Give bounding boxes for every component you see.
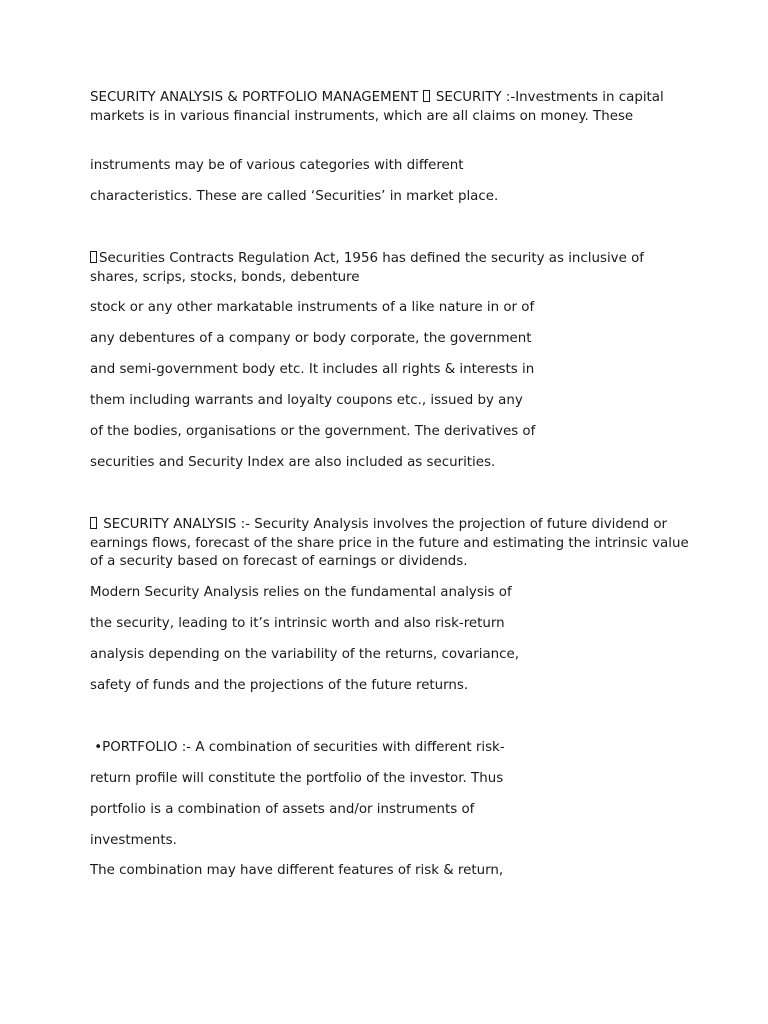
para1-first-line — [90, 89, 690, 126]
para2-line: securities and Security Index are also included as securities. — [90, 455, 496, 470]
para4-line: investments. — [90, 833, 177, 848]
para3-line: Modern Security Analysis relies on the fundamental analysis of — [90, 585, 512, 600]
para2-first-line — [90, 250, 690, 287]
para3-line: analysis depending on the variability of the returns, covariance, — [90, 647, 520, 662]
para1-rest: SECURITY :-Investments in capital markets is in various financial instruments, which are all claims on money. These — [90, 90, 668, 124]
para2-line: and semi-government body etc. It includes all rights & interests in — [90, 362, 535, 377]
para2-line: any debentures of a company or body corporate, the government — [90, 331, 532, 346]
missing-glyph-icon — [423, 90, 430, 102]
missing-glyph-icon — [90, 517, 97, 529]
para3-first: SECURITY ANALYSIS :- Security Analysis involves the projection of future dividend or earnings flows, forecast of the share price in the future and estimating the intrinsic value of a security based on forecast of earnings or dividends. — [90, 517, 693, 569]
para1-line2: instruments may be of various categories with different — [90, 158, 464, 173]
missing-glyph-icon — [90, 251, 97, 263]
para2-line: of the bodies, organisations or the government. The derivatives of — [90, 424, 536, 439]
para3-first-line — [90, 516, 693, 572]
para4-line: portfolio is a combination of assets and/or instruments of — [90, 802, 475, 817]
para3-line: the security, leading to it’s intrinsic worth and also risk-return — [90, 616, 505, 631]
para2-line: stock or any other markatable instruments of a like nature in or of — [90, 300, 535, 315]
para3-line: safety of funds and the projections of the future returns. — [90, 678, 469, 693]
para4-line: The combination may have different features of risk & return, — [90, 863, 504, 878]
para1-line3: characteristics. These are called ‘Securities’ in market place. — [90, 189, 499, 204]
para4-line: •PORTFOLIO :- A combination of securities with different risk- — [90, 740, 505, 755]
para4-line: return profile will constitute the portfolio of the investor. Thus — [90, 771, 504, 786]
para1-prefix: SECURITY ANALYSIS & PORTFOLIO MANAGEMENT — [90, 90, 423, 105]
para2-line: them including warrants and loyalty coupons etc., issued by any — [90, 393, 523, 408]
para2-first: Securities Contracts Regulation Act, 1956 has defined the security as inclusive of shares, scrips, stocks, bonds, debenture — [90, 251, 649, 285]
